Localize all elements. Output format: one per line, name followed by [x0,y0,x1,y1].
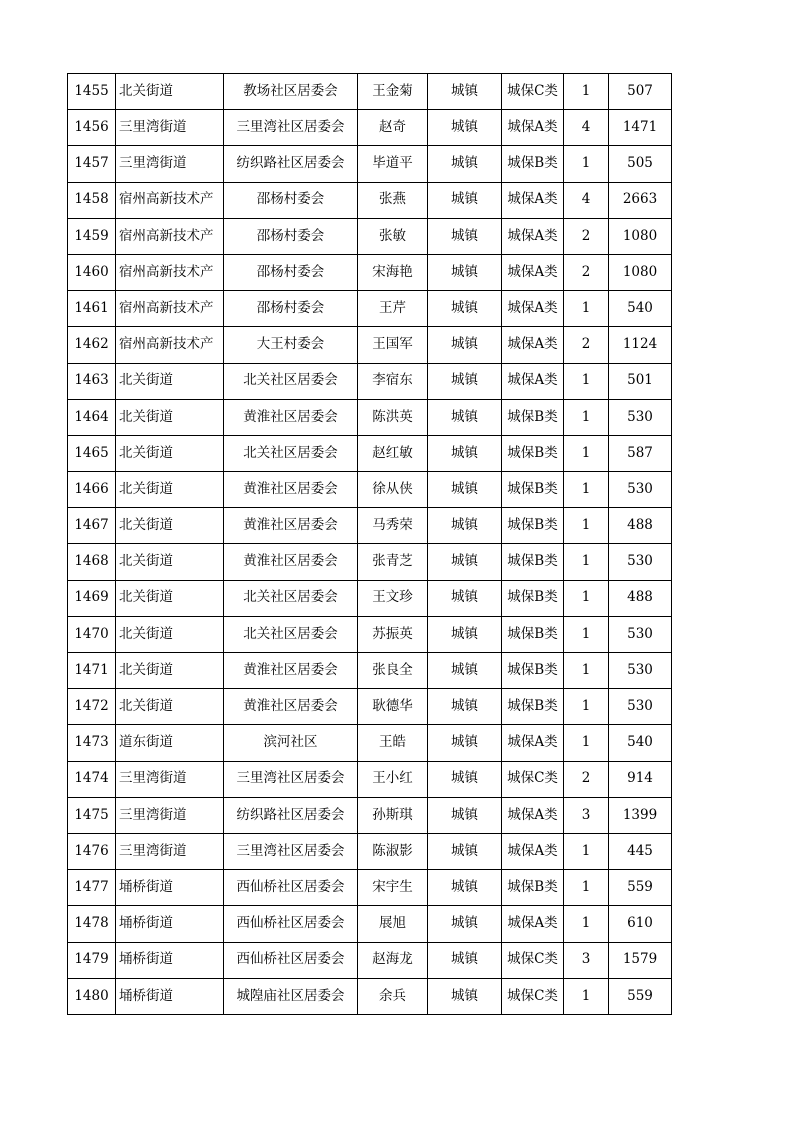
person-name-cell: 王文珍 [358,580,428,616]
category-cell: 城保C类 [502,978,564,1014]
household-count-cell: 1 [564,978,609,1014]
row-number-cell: 1458 [68,182,116,218]
street-cell: 北关街道 [116,544,224,580]
amount-cell: 1579 [609,942,672,978]
amount-cell: 1471 [609,110,672,146]
street-cell: 埇桥街道 [116,906,224,942]
amount-cell: 610 [609,906,672,942]
table-row [68,616,672,652]
area-type-cell: 城镇 [428,472,502,508]
street-cell: 宿州高新技术产 [116,182,224,218]
category-cell: 城保B类 [502,435,564,471]
amount-cell: 1080 [609,254,672,290]
table-row [68,435,672,471]
row-number-cell: 1478 [68,906,116,942]
amount-cell: 530 [609,544,672,580]
table-row [68,182,672,218]
community-cell: 西仙桥社区居委会 [224,906,358,942]
household-count-cell: 1 [564,146,609,182]
table-row [68,906,672,942]
category-cell: 城保B类 [502,544,564,580]
area-type-cell: 城镇 [428,797,502,833]
table-row [68,725,672,761]
row-number-cell: 1457 [68,146,116,182]
category-cell: 城保A类 [502,254,564,290]
area-type-cell: 城镇 [428,399,502,435]
amount-cell: 530 [609,653,672,689]
person-name-cell: 张敏 [358,218,428,254]
row-number-cell: 1459 [68,218,116,254]
household-count-cell: 1 [564,508,609,544]
table-row [68,74,672,110]
community-cell: 三里湾社区居委会 [224,761,358,797]
household-count-cell: 2 [564,761,609,797]
person-name-cell: 王皓 [358,725,428,761]
street-cell: 北关街道 [116,616,224,652]
area-type-cell: 城镇 [428,182,502,218]
person-name-cell: 张良全 [358,653,428,689]
row-number-cell: 1466 [68,472,116,508]
row-number-cell: 1473 [68,725,116,761]
amount-cell: 530 [609,616,672,652]
row-number-cell: 1455 [68,74,116,110]
table-body [68,74,672,1015]
table-row [68,797,672,833]
amount-cell: 559 [609,978,672,1014]
street-cell: 北关街道 [116,74,224,110]
household-count-cell: 3 [564,797,609,833]
street-cell: 三里湾街道 [116,833,224,869]
area-type-cell: 城镇 [428,508,502,544]
person-name-cell: 陈淑影 [358,833,428,869]
community-cell: 城隍庙社区居委会 [224,978,358,1014]
street-cell: 北关街道 [116,472,224,508]
street-cell: 宿州高新技术产 [116,218,224,254]
person-name-cell: 宋海艳 [358,254,428,290]
household-count-cell: 1 [564,616,609,652]
community-cell: 北关社区居委会 [224,616,358,652]
row-number-cell: 1463 [68,363,116,399]
area-type-cell: 城镇 [428,291,502,327]
person-name-cell: 耿德华 [358,689,428,725]
street-cell: 道东街道 [116,725,224,761]
category-cell: 城保C类 [502,74,564,110]
household-count-cell: 1 [564,363,609,399]
area-type-cell: 城镇 [428,653,502,689]
community-cell: 北关社区居委会 [224,363,358,399]
person-name-cell: 王小红 [358,761,428,797]
amount-cell: 540 [609,291,672,327]
category-cell: 城保B类 [502,689,564,725]
category-cell: 城保A类 [502,906,564,942]
amount-cell: 505 [609,146,672,182]
household-count-cell: 1 [564,689,609,725]
amount-cell: 1399 [609,797,672,833]
household-count-cell: 1 [564,725,609,761]
community-cell: 大王村委会 [224,327,358,363]
row-number-cell: 1477 [68,870,116,906]
street-cell: 三里湾街道 [116,761,224,797]
table-row [68,689,672,725]
area-type-cell: 城镇 [428,870,502,906]
street-cell: 三里湾街道 [116,110,224,146]
community-cell: 三里湾社区居委会 [224,833,358,869]
amount-cell: 488 [609,508,672,544]
row-number-cell: 1456 [68,110,116,146]
amount-cell: 488 [609,580,672,616]
area-type-cell: 城镇 [428,74,502,110]
amount-cell: 1080 [609,218,672,254]
community-cell: 黄淮社区居委会 [224,399,358,435]
household-count-cell: 1 [564,544,609,580]
community-cell: 三里湾社区居委会 [224,110,358,146]
community-cell: 西仙桥社区居委会 [224,870,358,906]
household-count-cell: 4 [564,182,609,218]
category-cell: 城保C类 [502,942,564,978]
community-cell: 北关社区居委会 [224,435,358,471]
person-name-cell: 王国军 [358,327,428,363]
amount-cell: 445 [609,833,672,869]
street-cell: 北关街道 [116,363,224,399]
household-count-cell: 1 [564,399,609,435]
household-count-cell: 1 [564,653,609,689]
area-type-cell: 城镇 [428,435,502,471]
household-count-cell: 2 [564,254,609,290]
row-number-cell: 1465 [68,435,116,471]
row-number-cell: 1472 [68,689,116,725]
community-cell: 邵杨村委会 [224,254,358,290]
category-cell: 城保B类 [502,399,564,435]
person-name-cell: 毕道平 [358,146,428,182]
area-type-cell: 城镇 [428,110,502,146]
amount-cell: 1124 [609,327,672,363]
category-cell: 城保A类 [502,218,564,254]
person-name-cell: 苏振英 [358,616,428,652]
category-cell: 城保B类 [502,653,564,689]
row-number-cell: 1475 [68,797,116,833]
community-cell: 邵杨村委会 [224,291,358,327]
table-row [68,978,672,1014]
area-type-cell: 城镇 [428,580,502,616]
community-cell: 纺织路社区居委会 [224,797,358,833]
category-cell: 城保A类 [502,725,564,761]
street-cell: 埇桥街道 [116,978,224,1014]
table-row [68,472,672,508]
row-number-cell: 1471 [68,653,116,689]
community-cell: 西仙桥社区居委会 [224,942,358,978]
community-cell: 邵杨村委会 [224,218,358,254]
row-number-cell: 1461 [68,291,116,327]
table-row [68,580,672,616]
household-count-cell: 1 [564,906,609,942]
table-row [68,761,672,797]
person-name-cell: 宋宇生 [358,870,428,906]
street-cell: 宿州高新技术产 [116,291,224,327]
household-count-cell: 1 [564,435,609,471]
person-name-cell: 陈洪英 [358,399,428,435]
street-cell: 埇桥街道 [116,942,224,978]
row-number-cell: 1464 [68,399,116,435]
row-number-cell: 1468 [68,544,116,580]
table-row [68,942,672,978]
area-type-cell: 城镇 [428,906,502,942]
street-cell: 北关街道 [116,689,224,725]
household-count-cell: 3 [564,942,609,978]
category-cell: 城保B类 [502,508,564,544]
street-cell: 三里湾街道 [116,146,224,182]
table-row [68,327,672,363]
area-type-cell: 城镇 [428,942,502,978]
amount-cell: 530 [609,399,672,435]
area-type-cell: 城镇 [428,725,502,761]
area-type-cell: 城镇 [428,146,502,182]
person-name-cell: 王芹 [358,291,428,327]
amount-cell: 914 [609,761,672,797]
household-count-cell: 1 [564,870,609,906]
area-type-cell: 城镇 [428,544,502,580]
community-cell: 黄淮社区居委会 [224,508,358,544]
community-cell: 邵杨村委会 [224,182,358,218]
area-type-cell: 城镇 [428,761,502,797]
community-cell: 滨河社区 [224,725,358,761]
table-row [68,363,672,399]
community-cell: 教场社区居委会 [224,74,358,110]
community-cell: 黄淮社区居委会 [224,653,358,689]
household-count-cell: 1 [564,472,609,508]
category-cell: 城保A类 [502,363,564,399]
person-name-cell: 张青芝 [358,544,428,580]
table-row [68,254,672,290]
area-type-cell: 城镇 [428,254,502,290]
area-type-cell: 城镇 [428,363,502,399]
row-number-cell: 1476 [68,833,116,869]
area-type-cell: 城镇 [428,218,502,254]
category-cell: 城保A类 [502,110,564,146]
category-cell: 城保A类 [502,833,564,869]
person-name-cell: 张燕 [358,182,428,218]
street-cell: 北关街道 [116,580,224,616]
amount-cell: 540 [609,725,672,761]
category-cell: 城保B类 [502,616,564,652]
household-count-cell: 2 [564,218,609,254]
category-cell: 城保B类 [502,870,564,906]
beneficiary-table [67,73,672,1015]
category-cell: 城保C类 [502,761,564,797]
category-cell: 城保B类 [502,472,564,508]
category-cell: 城保A类 [502,182,564,218]
person-name-cell: 余兵 [358,978,428,1014]
person-name-cell: 赵红敏 [358,435,428,471]
person-name-cell: 孙斯琪 [358,797,428,833]
person-name-cell: 赵奇 [358,110,428,146]
street-cell: 北关街道 [116,653,224,689]
household-count-cell: 1 [564,74,609,110]
table-row [68,870,672,906]
table-row [68,833,672,869]
person-name-cell: 李宿东 [358,363,428,399]
street-cell: 北关街道 [116,399,224,435]
category-cell: 城保A类 [502,797,564,833]
person-name-cell: 赵海龙 [358,942,428,978]
community-cell: 黄淮社区居委会 [224,689,358,725]
area-type-cell: 城镇 [428,978,502,1014]
table-row [68,508,672,544]
category-cell: 城保A类 [502,327,564,363]
row-number-cell: 1479 [68,942,116,978]
table-row [68,218,672,254]
amount-cell: 507 [609,74,672,110]
street-cell: 三里湾街道 [116,797,224,833]
table-row [68,110,672,146]
category-cell: 城保A类 [502,291,564,327]
table-row [68,146,672,182]
person-name-cell: 徐从侠 [358,472,428,508]
household-count-cell: 1 [564,291,609,327]
street-cell: 北关街道 [116,435,224,471]
community-cell: 黄淮社区居委会 [224,472,358,508]
community-cell: 黄淮社区居委会 [224,544,358,580]
amount-cell: 559 [609,870,672,906]
household-count-cell: 1 [564,833,609,869]
community-cell: 纺织路社区居委会 [224,146,358,182]
household-count-cell: 1 [564,580,609,616]
table-row [68,399,672,435]
area-type-cell: 城镇 [428,689,502,725]
household-count-cell: 4 [564,110,609,146]
community-cell: 北关社区居委会 [224,580,358,616]
street-cell: 埇桥街道 [116,870,224,906]
amount-cell: 587 [609,435,672,471]
category-cell: 城保B类 [502,146,564,182]
person-name-cell: 马秀荣 [358,508,428,544]
person-name-cell: 展旭 [358,906,428,942]
person-name-cell: 王金菊 [358,74,428,110]
area-type-cell: 城镇 [428,616,502,652]
amount-cell: 2663 [609,182,672,218]
row-number-cell: 1480 [68,978,116,1014]
household-count-cell: 2 [564,327,609,363]
row-number-cell: 1460 [68,254,116,290]
row-number-cell: 1462 [68,327,116,363]
table-row [68,544,672,580]
amount-cell: 501 [609,363,672,399]
row-number-cell: 1467 [68,508,116,544]
street-cell: 宿州高新技术产 [116,327,224,363]
amount-cell: 530 [609,472,672,508]
table-row [68,653,672,689]
row-number-cell: 1469 [68,580,116,616]
amount-cell: 530 [609,689,672,725]
area-type-cell: 城镇 [428,327,502,363]
category-cell: 城保B类 [502,580,564,616]
row-number-cell: 1470 [68,616,116,652]
street-cell: 北关街道 [116,508,224,544]
row-number-cell: 1474 [68,761,116,797]
street-cell: 宿州高新技术产 [116,254,224,290]
area-type-cell: 城镇 [428,833,502,869]
table-row [68,291,672,327]
